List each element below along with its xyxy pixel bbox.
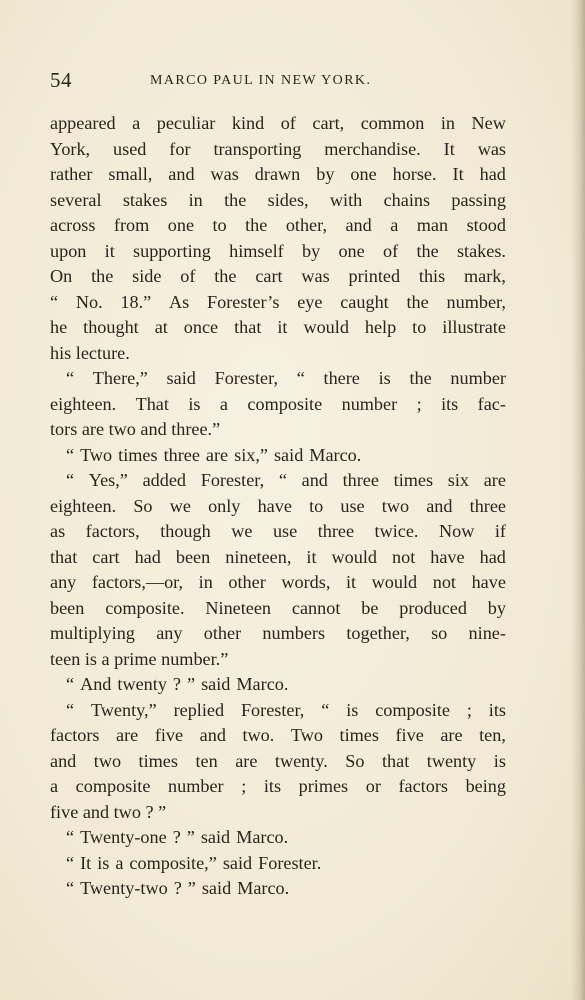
text-line: teen is a prime number.”	[50, 648, 229, 669]
text-line: “ Twenty-two ? ” said Marco.	[66, 878, 290, 898]
text-line: he thought at once that it would help to illustrate	[50, 317, 506, 337]
text-line: five and two ? ”	[50, 801, 167, 822]
text-line: “ Twenty,” replied Forester, “ is composite ; its	[66, 699, 506, 720]
text-line: been composite. Nineteen cannot be produced by	[50, 597, 506, 618]
text-line: appeared a peculiar kind of cart, common in New	[50, 113, 506, 133]
text-line: his lecture.	[50, 342, 130, 363]
text-line: “ There,” said Forester, “ there is the number	[66, 368, 506, 388]
text-line: rather small, and was drawn by one horse. It had	[50, 164, 506, 184]
body-text	[50, 111, 506, 902]
text-line: a composite number ; its primes or factors being	[50, 776, 506, 796]
text-line: eighteen. So we only have to use two and three	[50, 495, 506, 516]
text-line: factors are five and two. Two times five are ten,	[50, 725, 506, 745]
text-line: that cart had been nineteen, it would not have had	[50, 546, 506, 567]
text-line: York, used for transporting merchandise. It was	[50, 138, 506, 159]
text-line: “ And twenty ? ” said Marco.	[66, 674, 289, 694]
text-line: tors are two and three.”	[50, 419, 221, 439]
text-line: upon it supporting himself by one of the stakes.	[50, 240, 506, 261]
text-line: several stakes in the sides, with chains passing	[50, 189, 506, 210]
text-line: “ Two times three are six,” said Marco.	[66, 444, 362, 465]
text-line: “ It is a composite,” said Forester.	[66, 852, 322, 873]
text-line: “ No. 18.” As Forester’s eye caught the number,	[50, 291, 506, 312]
text-line: “ Yes,” added Forester, “ and three times six are	[66, 470, 506, 490]
running-head	[50, 68, 506, 92]
page-number: 54	[50, 68, 72, 92]
text-line: eighteen. That is a composite number ; its fac-	[50, 393, 506, 414]
text-line: across from one to the other, and a man stood	[50, 215, 506, 235]
text-line: multiplying any other numbers together, so nine-	[50, 623, 506, 643]
text-line: “ Twenty-one ? ” said Marco.	[66, 827, 289, 847]
page-edge-shadow	[571, 0, 585, 1000]
text-line: any factors,—or, in other words, it would not have	[50, 572, 506, 592]
text-line: as factors, though we use three twice. Now if	[50, 521, 506, 541]
text-line: and two times ten are twenty. So that twenty is	[50, 750, 506, 771]
running-title: MARCO PAUL IN NEW YORK.	[150, 73, 372, 88]
text-line: On the side of the cart was printed this mark,	[50, 266, 506, 286]
